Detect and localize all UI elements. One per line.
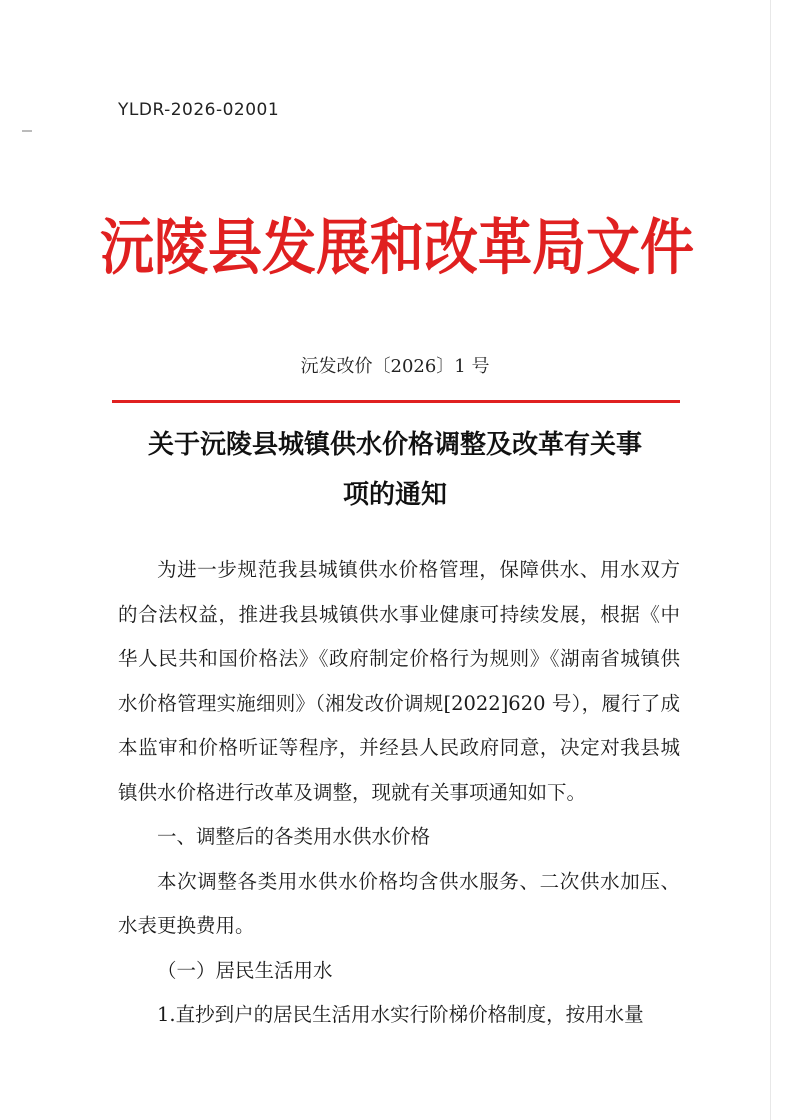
section-heading-1: 一、调整后的各类用水供水价格: [157, 825, 431, 848]
notice-title-line1: 关于沅陵县城镇供水价格调整及改革有关事: [147, 430, 642, 460]
paragraph-scope: 本次调整各类用水供水价格均含供水服务、二次供水加压、水表更换费用。: [118, 869, 680, 937]
issuer-header: 沅陵县发展和改革局文件: [100, 212, 694, 283]
notice-title: [110, 420, 680, 520]
document-code: YLDR-2026-02001: [118, 100, 280, 120]
page-edge: [770, 0, 771, 1120]
document-body: [118, 548, 680, 1038]
subsection-heading-1: （一）居民生活用水: [157, 958, 333, 982]
scan-mark: [22, 130, 32, 132]
notice-title-line2: 项的通知: [342, 480, 447, 510]
header-divider: [112, 400, 680, 403]
paragraph-tiered-pricing: 1.直抄到户的居民生活用水实行阶梯价格制度，按用水量: [157, 1003, 644, 1026]
document-number: 沅发改价〔2026〕1 号: [300, 356, 490, 377]
paragraph-intro: 为进一步规范我县城镇供水价格管理，保障供水、用水双方的合法权益，推进我县城镇供水事业健康可持续发展，根据《中华人民共和国价格法》《政府制定价格行为规则》《湖南省城镇供水价格管理实施细则》（湘发改价调规[2022]620 号），履行了成本监审和价格听证等程序，并经县人民政府同意，决定对我县城镇供水价格进行改革及调整，现就有关事项通知如下。: [118, 558, 680, 804]
